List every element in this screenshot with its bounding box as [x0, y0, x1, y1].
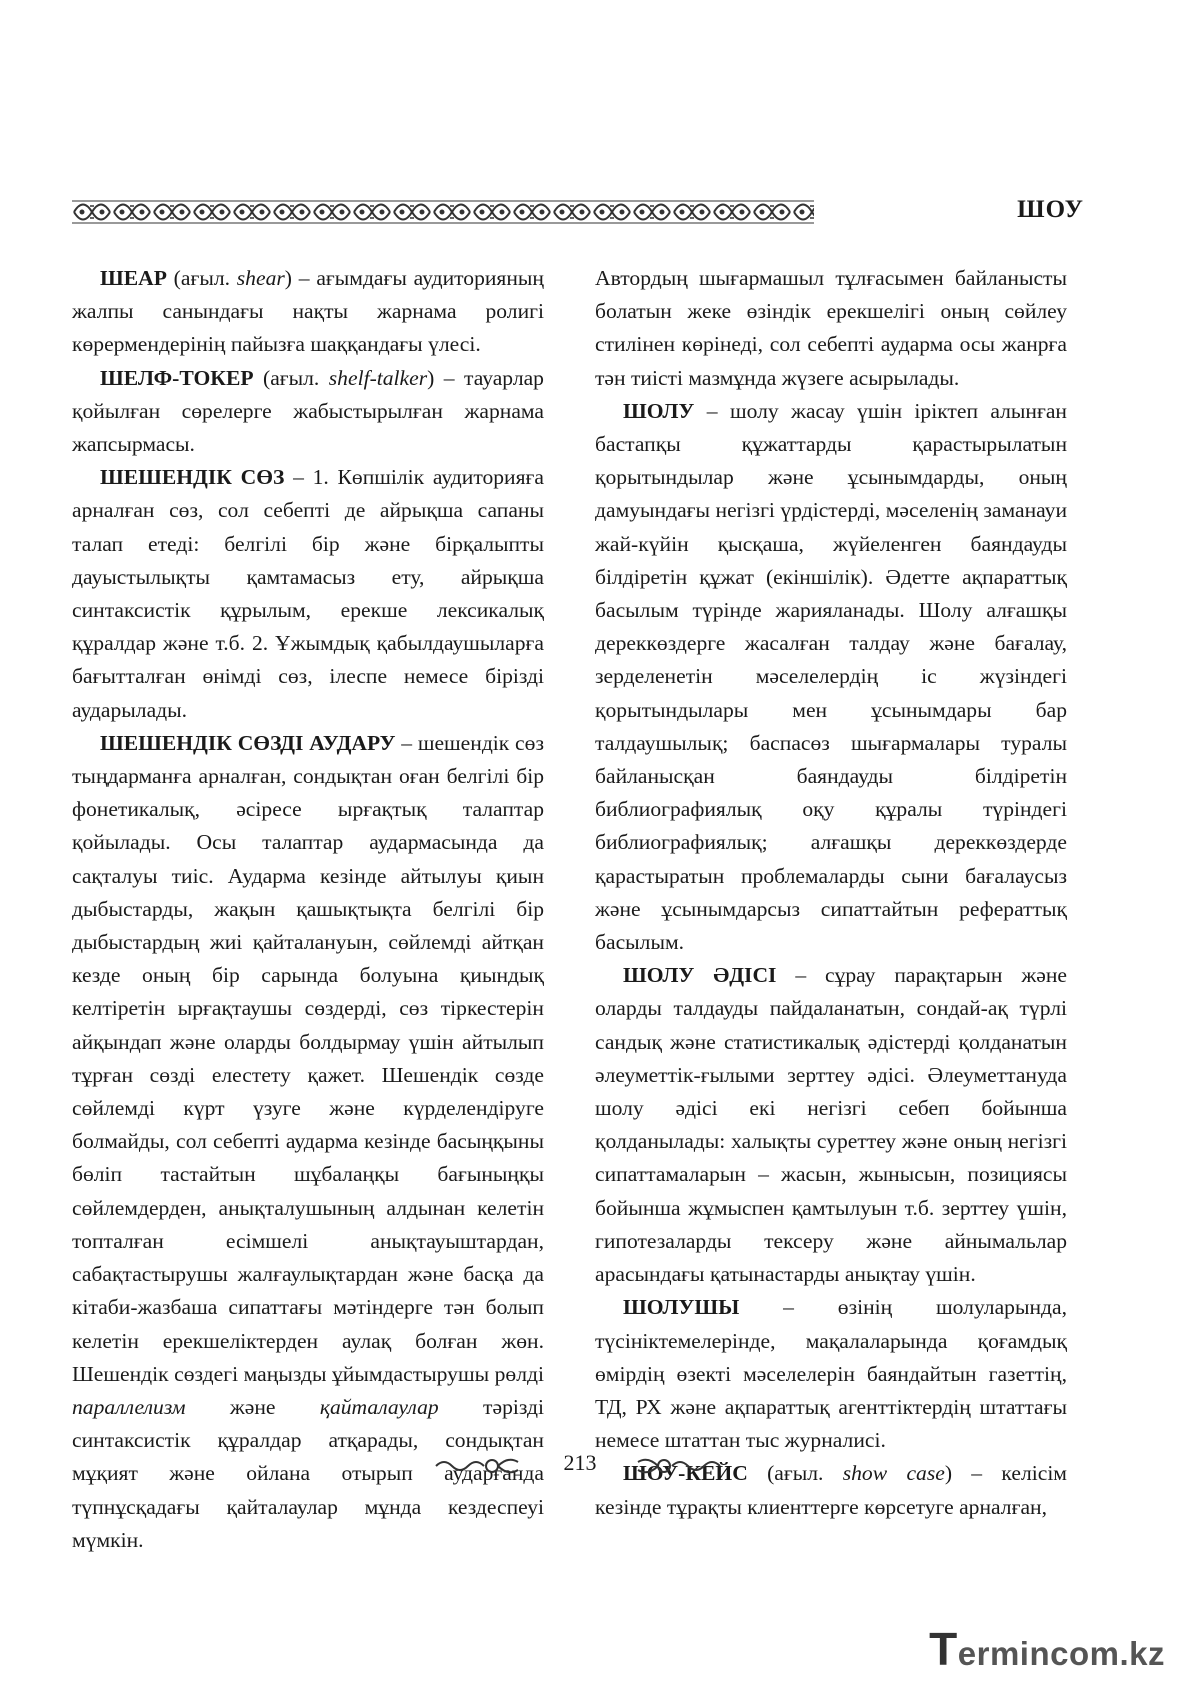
right-column	[595, 262, 1067, 1524]
page-number: 213	[563, 1450, 597, 1475]
entry-italic-term: қайталаулар	[319, 1394, 439, 1419]
left-column	[72, 262, 544, 1557]
entry-italic-term: параллелизм	[72, 1394, 186, 1419]
entry-term: ШЕШЕНДІК СӨЗДІ АУДАРУ	[100, 730, 396, 755]
entry-foreign-term: shelf-talker	[328, 365, 428, 390]
scroll-ornament-right-icon	[636, 1454, 722, 1478]
entry-sholushy	[595, 1291, 1067, 1457]
entry-text: ) – ағымдағы аудиторияның жалпы санындағы нақты жарнама ролигі көрермендерінің пайызға шаққандағы үлесі.	[72, 266, 544, 357]
entry-text: – шолу жасау үшін іріктеп алынған бастапқы құжаттарды қарастырылатын қорытындылар және ұсынымдарды, оның дамуындағы негізгі үрдістерді, мәселенің заманауи жай-күйін қысқаша, жүйеленген баяндауды білдіретін құжат (екіншілік). Әдетте ақпараттық басылым түрінде жарияланады. Шолу алғашқы дереккөздерге жасалған талдау және бағалау, зерделенетін мәселелердің іс жүзіндегі қорытындылары мен ұсынымдары бар талдаушылық; баспасөз шығармалары туралы байланысқан баяндауды білдіретін библиографиялық оқу құралы түріндегі библиографиялық; алғашқы дереккөздерде қарастыратын проблемаларды сыни бағалаусыз және ұсынымдарсыз сипаттайтын рефераттық басылым.	[595, 398, 1067, 955]
ornament-band-icon	[72, 200, 814, 224]
entry-shelf-talker	[72, 362, 544, 462]
entry-continuation: Автордың шығармашыл тұлғасымен байланысты болатын жеке өзіндік ерекшелігі оның сөйлеу стилінен көрінеді, сол себепті аударма осы жанрға тән тиісті мазмұнда жүзеге асырылады.	[595, 266, 1067, 390]
entry-text: және	[185, 1394, 320, 1419]
entry-term: ШЕАР	[100, 266, 167, 290]
entry-text: тәрізді синтаксистік құралдар атқарады, сондықтан мұқият және ойлана отырып аударғанда түпнұсқадағы қайталаулар мұнда кездеспеуі мүмкін.	[72, 1394, 544, 1552]
entry-term: ШОУ-КЕЙС	[623, 1461, 748, 1486]
page-header	[72, 196, 1092, 230]
scroll-ornament-left-icon	[434, 1454, 520, 1478]
site-watermark	[929, 1622, 1165, 1676]
running-head: ШОУ	[1017, 196, 1084, 223]
watermark-text: ermincom.kz	[957, 1635, 1165, 1672]
entry-foreign-term: shear	[236, 266, 285, 290]
entry-term: ШОЛУ	[623, 398, 695, 423]
watermark-initial: T	[929, 1623, 958, 1675]
entry-sholu-adisi	[595, 959, 1067, 1291]
entry-term: ШОЛУ ӘДІСІ	[623, 963, 777, 988]
entry-text: – шешендік сөз тыңдарманға арналған, сондықтан оған белгілі бір фонетикалық, әсіресе ырғақтық талаптар қойылады. Осы талаптар аудармасында да сақталуы тиіс. Аударма кезінде айтылуы қиын дыбыстарды, жақын қашықтықта белгілі бір дыбыстардың жиі қайталануын, сөйлемді айтқан кезде оның бір сарында болуына қиындық келтіретін ырғақтаушы сөздерді, сөз тіркестерін айқындап және оларды болдырмау үшін айтылып тұрған сөзді елестету қажет. Шешендік сөзде сөйлемді күрт үзуге және күрделендіруге болмайды, сол себепті аударма кезінде басыңқыны бөліп тастайтын шұбалаңқы бағыныңқы сөйлемдерден, анықталушының алдынан келетін топталған есімшелі анықтауыштардан, сабақтастырушы жалғаулықтардан және басқа да кітаби-жазбаша сипаттағы мәтіндерге тән болып келетін ерекшеліктерден аулақ болған жөн. Шешендік сөздегі маңызды ұйымдастырушы рөлді	[72, 730, 544, 1386]
entry-foreign-term: show case	[842, 1461, 945, 1486]
entry-sheshendik-soz	[72, 461, 544, 727]
entry-text: (ағыл.	[253, 365, 329, 390]
entry-term: ШОЛУШЫ	[623, 1295, 740, 1320]
entry-shear	[72, 262, 544, 362]
entry-text: – өзінің шолуларында, түсініктемелерінде, мақалаларында қоғамдық өмірдің өзекті мәселелерін баяндайтын газеттің, ТД, РХ және ақпараттық агенттіктердің штаттағы немесе штаттан тыс журналисі.	[595, 1295, 1067, 1453]
entry-text: (ағыл.	[747, 1461, 843, 1486]
entry-term: ШЕЛФ-ТОКЕР	[100, 365, 254, 390]
entry-term: ШЕШЕНДІК СӨЗ	[100, 465, 285, 490]
entry-text: (ағыл.	[166, 266, 237, 290]
page-footer	[0, 1448, 1191, 1488]
entry-text: ) – келісім кезінде тұрақты клиенттерге көрсетуге арналған,	[595, 1461, 1067, 1519]
entry-text: – 1. Көпшілік аудиторияға арналған сөз, сол себепті де айрықша сапаны талап етеді: белгілі бір және бірқалыпты дауыстылықты қамтамасыз ету, айрықша синтаксистік құрылым, ерекше лексикалық құралдар және т.б. 2. Ұжымдық қабылдаушыларға бағытталған өнімді сөз, ілеспе немесе бірізді аударылады.	[72, 465, 544, 722]
entry-sheshendik-sozdi-audaru	[72, 727, 544, 1557]
entry-text: – сұрау парақтарын және оларды талдауды пайдаланатын, сондай-ақ түрлі сандық және статистикалық әдістерді қолданатын әлеуметтік-ғылыми зерттеу әдісі. Әлеуметтануда шолу әдісі екі негізгі себеп бойынша қолданылады: халықты суреттеу және оның негізгі сипаттамаларын – жасын, жынысын, позициясы бойынша жұмыспен қамтылуын т.б. зерттеу үшін, гипотезаларды тексеру және айнымальлар арасындағы қатынастарды анықтау үшін.	[595, 963, 1067, 1287]
entry-text: ) – тауарлар қойылған сөрелерге жабыстырылған жарнама жапсырмасы.	[72, 365, 544, 457]
entry-sholu	[595, 395, 1067, 959]
